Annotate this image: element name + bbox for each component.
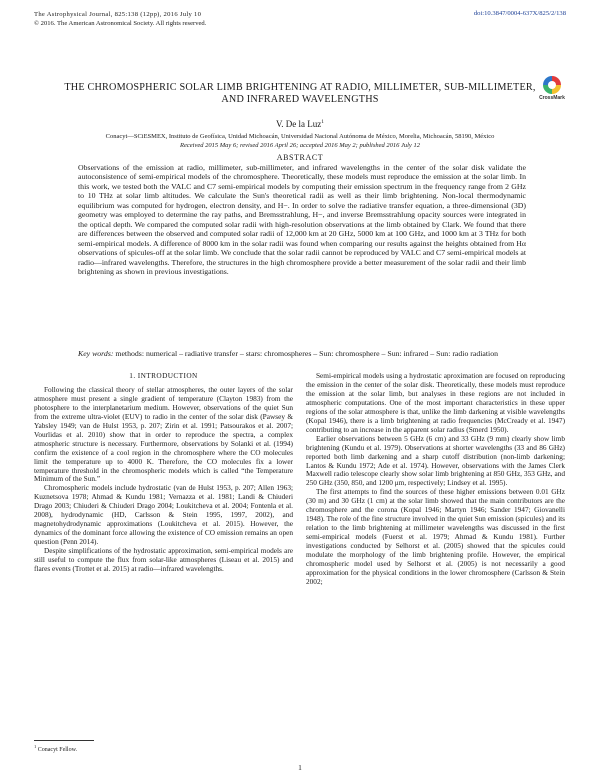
crossmark-label: CrossMark: [539, 95, 565, 101]
section-heading-introduction: 1. INTRODUCTION: [129, 371, 198, 380]
affiliation-block: [40, 133, 560, 150]
left-column: [34, 372, 293, 574]
body-paragraph: Following the classical theory of stellar atmospheres, the outer layers of the solar atmosphere must present a single gradient of temperature (Clayton 1983) from the photosphere to the interplanetarium medium. However, observations of the quiet Sun from the extreme ultra-violet (EUV) to radio in the center of the solar disk (Pawsey & Yabsley 1949; van de Hulst 1953, p. 207; Zirin et al. 1991; Patsourakos et al. 2007; Vourlidas et al. 2010) show that in order to reproduce the spectra, a complex atmospheric structure is necessary. Furthermore, observations by Solanki et al. (1994) confirm the existence of a cool region in the chromosphere where the CO molecules limit the temperature up to 4000 K. Therefore, the CO molecules fix a lower temperature threshold in the chromospheric models which is called “the Temperature Minimum of the Sun.”: [34, 384, 293, 484]
crossmark-badge[interactable]: [537, 76, 567, 101]
publication-dates: Received 2015 May 6; revised 2016 April 26; accepted 2016 May 2; published 2016 July 12: [180, 141, 420, 149]
affiliation: Conacyt—SCiESMEX, Instituto de Geofísica, Unidad Michoacán, Universidad Nacional Autónoma de México, Morelia, Michoacán, 58190, México: [105, 133, 495, 140]
body-paragraph: Semi-empirical models using a hydrostatic aproximation are focused on reproducing the emission in the center of the solar disk. Theoretically, these models must reproduce the emission at the solar limb, but analyses in these regions are not included in atmospheric computations. One of the most important characteristics in these upper regions of the solar atmosphere is that, unlike the limb darkening at visible wavelengths (Kopal 1946), there is a limb brightening at radio frequencies (McCready et al. 1947) contributing to an increase in the apparent solar radius (Smerd 1950).: [306, 371, 565, 434]
body-paragraph: Chromospheric models include hydrostatic (van de Hulst 1953, p. 207; Allen 1963; Kuznetsova 1978; Ahmad & Kundu 1981; Vernazza et al. 1981; Landi & Chiuderi Drago 2003; Chiuderi & Chiuderi Drago 2004; Loukitcheva et al. 2004; Fontenla et al. 2008), hydrodynamic (HD, Carlsson & Stein 1995, 1997, 2002), and magnetohydrodynamic approximations (Loukitcheva et al. 2015). However, the dynamics of the dominant force allowing the existence of CO emission remains an open question (Penn 2014).: [34, 483, 293, 547]
keywords-label: Key words:: [78, 349, 114, 358]
copyright-notice: © 2016. The American Astronomical Society. All rights reserved.: [34, 20, 207, 27]
footnote-divider: [34, 740, 94, 741]
author-line: [0, 119, 600, 129]
keywords-list: methods: numerical – radiative transfer – stars: chromospheres – Sun: chromosphere – Sun: infrared – Sun: radio radiation: [115, 349, 499, 358]
right-column: [306, 372, 565, 587]
body-paragraph: The first attempts to find the sources of these higher emissions between 0.01 GHz (30 m) and 30 GHz (1 cm) at the solar limb showed that the main contributors are the chromosphere and the corona (Kopal 1946; Martyn 1946; Sander 1947; Giovanelli 1948). The role of the fine structure involved in the quiet Sun emission (spicules) and its relation to the limb brightening at millimeter wavelengths was discussed in the first semi-empirical models (Fuerst et al. 1979; Ahmad & Kundu 1981). Further investigations conducted by Selhorst et al. (2005) showed that the spicules could modulate the morphology of the limb brightening profile. However, the empirical chromospheric model used by Selhorst et al. (2005) is not necessarily a good approximation for the physical conditions in the lower chromosphere (Carlsson & Stein 2002;: [306, 487, 565, 586]
keywords: [78, 349, 526, 358]
author-footnote-mark: 1: [321, 119, 325, 125]
abstract-heading: ABSTRACT: [276, 153, 324, 162]
page-number: 1: [298, 763, 302, 772]
footnote-mark: 1: [34, 744, 37, 749]
doi-link[interactable]: doi:10.3847/0004-637X/825/2/138: [473, 10, 566, 17]
footnote-text: Conacyt Fellow.: [37, 747, 78, 753]
crossmark-icon: [543, 76, 561, 94]
running-header: [34, 10, 206, 28]
journal-citation: The Astrophysical Journal, 825:138 (12pp), 2016 July 10: [34, 11, 202, 18]
body-paragraph: Earlier observations between 5 GHz (6 cm) and 33 GHz (9 mm) clearly show limb brightening (Kundu et al. 1979). Observations at shorter wavelengths (33 and 86 GHz) reported both limb darkening and a sharp cutoff distribution (non-limb darkening; Lantos & Kundu 1972; Ade et al. 1974). However, observations with the James Clerk Maxwell radio telescope clearly show solar limb brightening at 850 GHz, 353 GHz, and 250 GHz (350, 850, and 1200 μm, respectively; Lindsey et al. 1995).: [306, 433, 565, 488]
paper-title: THE CHROMOSPHERIC SOLAR LIMB BRIGHTENING AT RADIO, MILLIMETER, SUB-MILLIMETER, AND INFRARED WAVELENGTHS: [64, 82, 536, 105]
author-name: V. De la Luz: [275, 119, 322, 129]
abstract-text: Observations of the emission at radio, millimeter, sub-millimeter, and infrared wavelengths in the center of the solar disk validate the autoconsistence of semi-empirical models of the chromosphere. Theoretically, these models must reproduce the emission at the solar limb. In this work, we tested both the VALC and C7 semi-empirical models by computing their emission spectrum in the frequency range from 2 GHz to 10 THz at solar limb altitudes. We calculate the Sun's theoretical radii as well as their limb brightening. Non-local thermodynamic equilibrium was computed for hydrogen, electron density, and H−. In order to solve the radiative transfer equation, a three-dimensional (3D) geometry was employed to determine the ray paths, and Bremsstrahlung, H−, and inverse Bremsstrahlung opacity sources were integrated in the optical depth. We compared the computed solar radii with high-resolution observations at the limb obtained by Clark. We found that there are differences between the observed and computed solar radii of 12,000 km at 20 GHz, 5000 km at 100 GHz, and 1000 km at 3 THz for both semi-empirical models. A difference of 8000 km in the solar radii was found when comparing our results against the heights obtained from Hα observations of spicules-off at the solar limb. We conclude that the solar radii cannot be reproduced by VALC and C7 semi-empirical models at radio—infrared wavelengths. Therefore, the structures in the high chromosphere provide a better measurement of the solar radii and their limb brightening as shown in previous investigations.: [78, 163, 526, 276]
body-paragraph: Despite simplifications of the hydrostatic approximation, semi-empirical models are still useful to compute the flux from solar-like atmospheres (Liseau et al. 2015) and flares events (Trottet et al. 2015) at radio—infrared wavelengths.: [34, 546, 293, 574]
footnote: [34, 744, 77, 753]
